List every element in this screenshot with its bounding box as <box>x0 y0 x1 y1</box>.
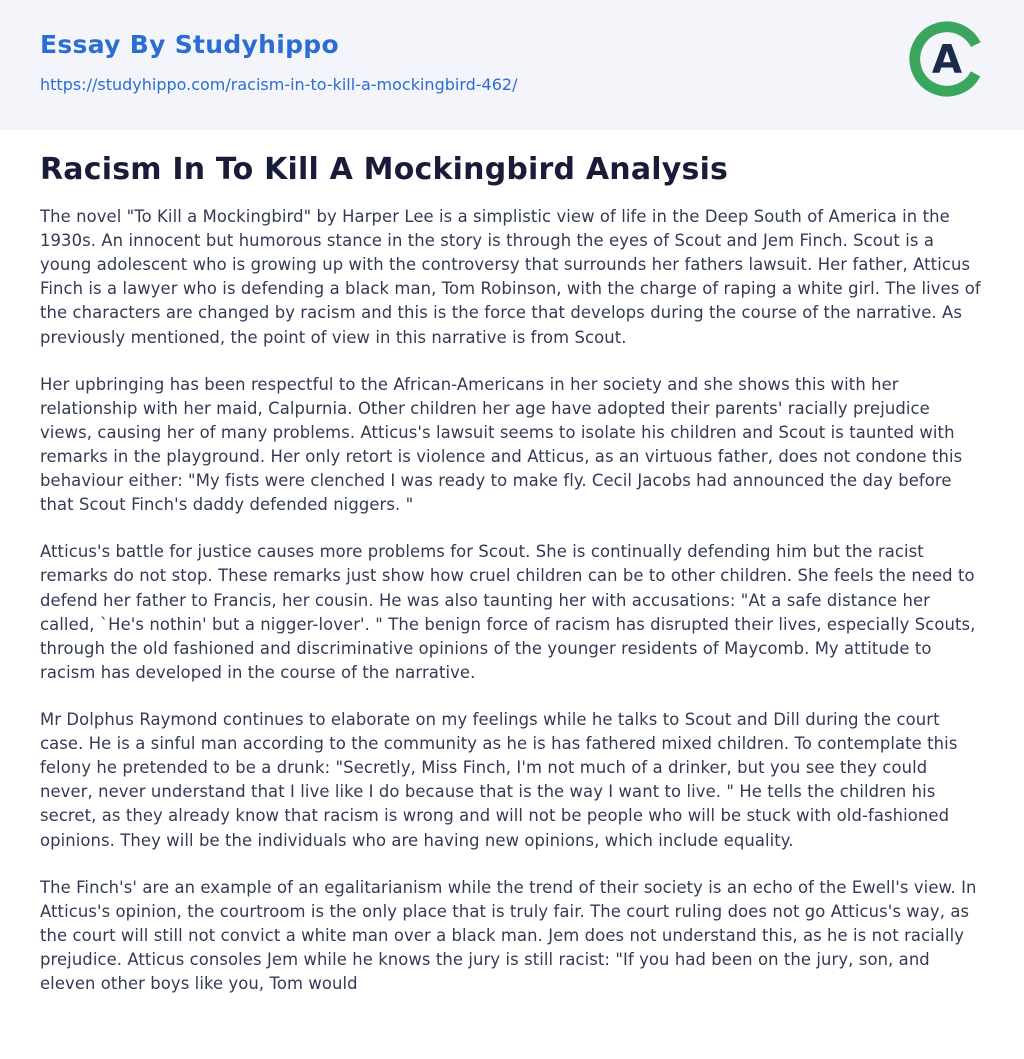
page-title: Racism In To Kill A Mockingbird Analysis <box>40 152 729 187</box>
logo-letter: A <box>931 37 963 83</box>
paragraph-3: Atticus's battle for justice causes more problems for Scout. She is continually defending him but the racist remarks do not stop. These remarks just show how cruel children can be to other children. She feels the need to defend her father to Francis, her cousin. He was also taunting her with accusations: "At a safe distance her called, `He's nothin' but a nigger-lover'. " The benign force of racism has disrupted their lives, especially Scouts, through the old fashioned and discriminative opinions of the younger residents of Maycomb. My attitude to racism has developed in the course of the narrative. <box>40 542 976 682</box>
paragraph-5: The Finch's' are an example of an egalitarianism while the trend of their society is an echo of the Ewell's view. In Atticus's opinion, the courtroom is the only place that is truly fair. The court ruling does not go Atticus's way, as the court will still not convict a white man over a black man. Jem does not understand this, as he is not racially prejudice. Atticus consoles Jem while he knows the jury is still racist: "If you had been on the jury, son, and eleven other boys like you, Tom would <box>40 877 977 994</box>
essay-url-link[interactable]: https://studyhippo.com/racism-in-to-kill-a-mockingbird-462/ <box>40 75 518 94</box>
studyhippo-logo <box>908 20 986 98</box>
essay-by-title: Essay By Studyhippo <box>40 30 339 59</box>
article <box>0 130 1024 1059</box>
logo-ring-icon <box>908 20 986 98</box>
paragraph-2: Her upbringing has been respectful to the African-Americans in her society and she shows this with her relationship with her maid, Calpurnia. Other children her age have adopted their parents' racially prejudice views, causing her of many problems. Atticus's lawsuit seems to isolate his children and Scout is taunted with remarks in the playground. Her only retort is violence and Atticus, as an virtuous father, does not condone this behaviour either: "My fists were clenched I was ready to make fly. Cecil Jacobs had announced the day before that Scout Finch's daddy defended niggers. " <box>40 374 963 515</box>
paragraph-4: Mr Dolphus Raymond continues to elaborate on my feelings while he talks to Scout and Dill during the court case. He is a sinful man according to the community as he is has fathered mixed children. To contemplate this felony he pretended to be a drunk: "Secretly, Miss Finch, I'm not much of a drinker, but you see they could never, never understand that I live like I do because that is the way I want to live. " He tells the children his secret, as they already know that racism is wrong and will not be people who will be stuck with old-fashioned opinions. They will be the individuals who are having new opinions, which include equality. <box>40 709 958 850</box>
paragraph-1: The novel "To Kill a Mockingbird" by Harper Lee is a simplistic view of life in the Deep South of America in the 1930s. An innocent but humorous stance in the story is through the eyes of Scout and Jem Finch. Scout is a young adolescent who is growing up with the controversy that surrounds her fathers lawsuit. Her father, Atticus Finch is a lawyer who is defending a black man, Tom Robinson, with the charge of raping a white girl. The lives of the characters are changed by racism and this is the force that develops during the course of the narrative. As previously mentioned, the point of view in this narrative is from Scout. <box>40 207 981 347</box>
header <box>0 0 1024 130</box>
